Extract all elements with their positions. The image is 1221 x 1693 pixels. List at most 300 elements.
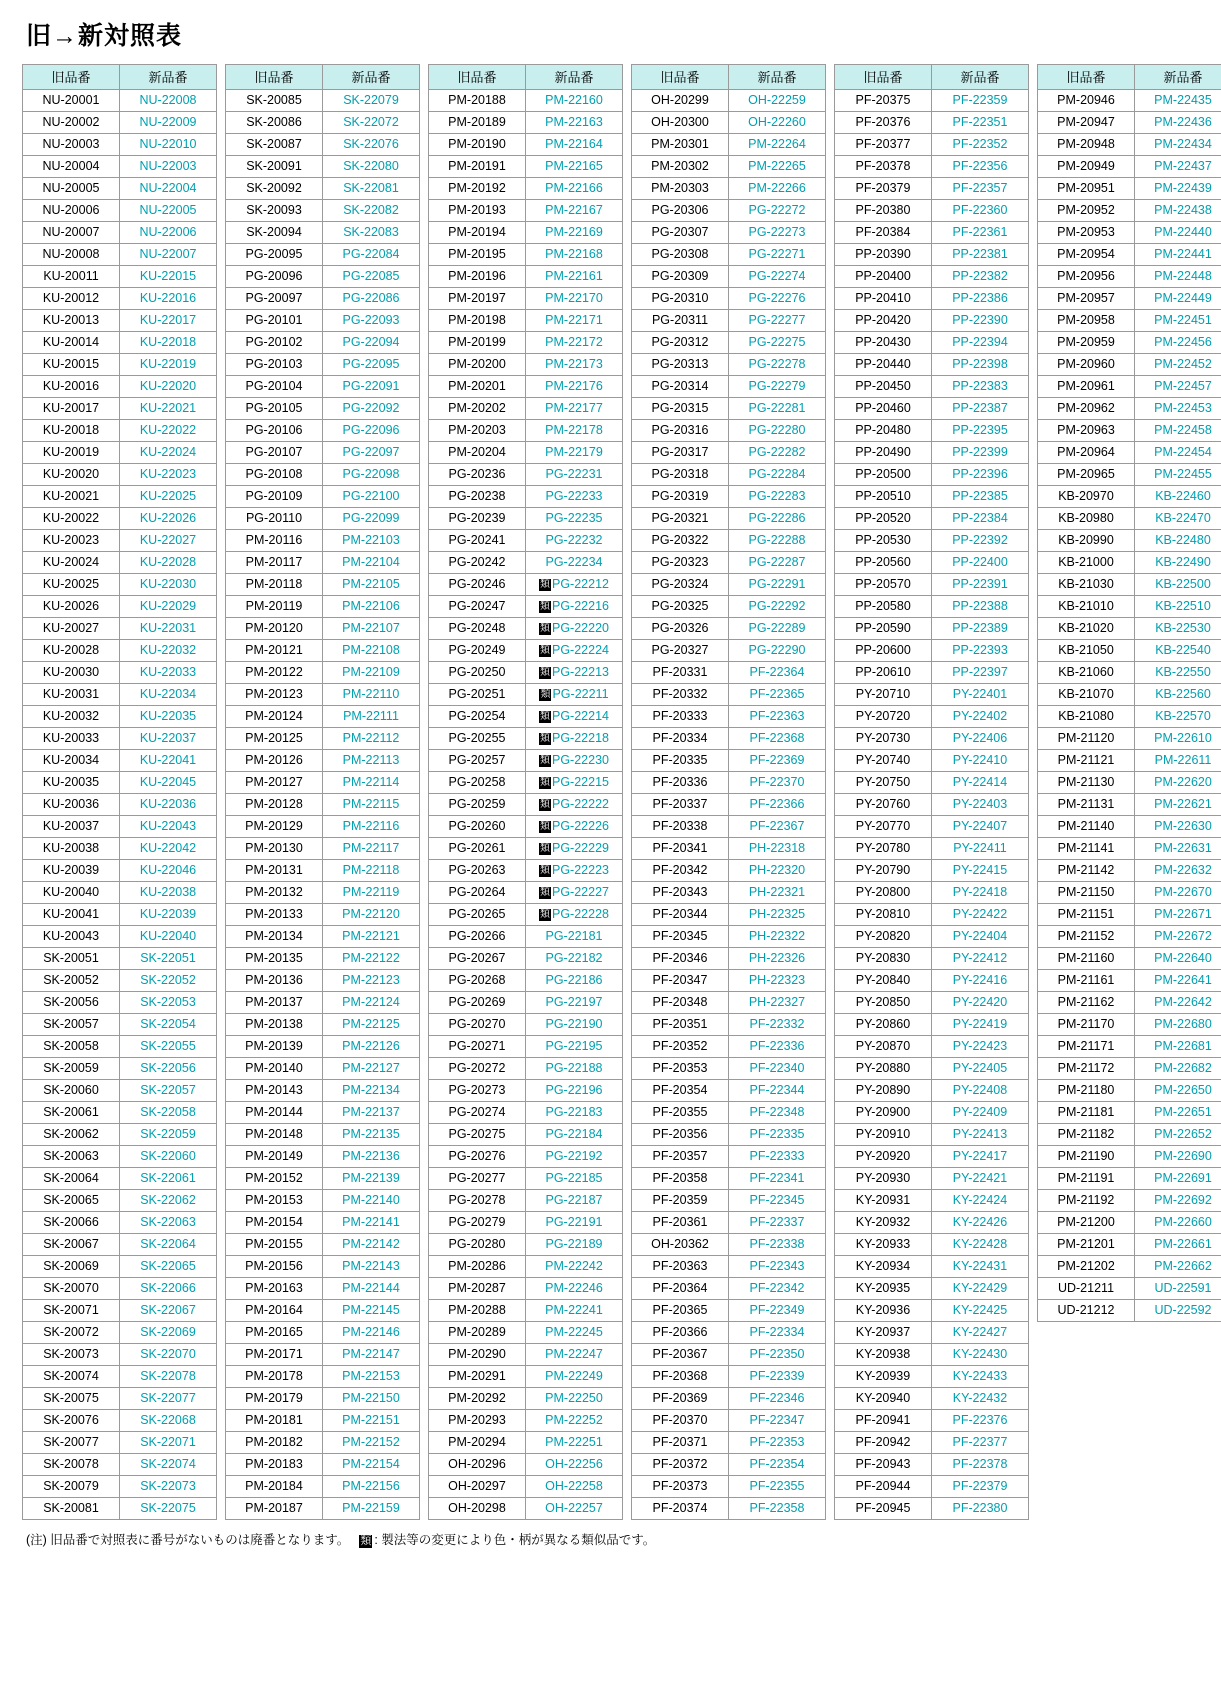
old-part-number: PG-20269	[429, 992, 526, 1014]
old-part-number: PP-20390	[835, 244, 932, 266]
new-part-number: KU-22021	[120, 398, 217, 420]
new-part-number: PF-22348	[729, 1102, 826, 1124]
old-part-number: PG-20095	[226, 244, 323, 266]
new-part-number: KU-22036	[120, 794, 217, 816]
table-row	[23, 332, 217, 354]
new-part-number: OH-22259	[729, 90, 826, 112]
table-row	[632, 464, 826, 486]
new-part-number: KY-22425	[932, 1300, 1029, 1322]
old-part-number: PP-20570	[835, 574, 932, 596]
new-part-number: PM-22652	[1135, 1124, 1221, 1146]
old-part-number: PM-20171	[226, 1344, 323, 1366]
table-row	[226, 1278, 420, 1300]
table-row	[1038, 244, 1221, 266]
new-part-number: PG-22231	[526, 464, 623, 486]
table-row	[226, 1168, 420, 1190]
similar-mark-icon: 類	[360, 1535, 372, 1547]
new-part-number: SK-22077	[120, 1388, 217, 1410]
new-part-number: PG-22277	[729, 310, 826, 332]
similar-mark-icon: 類	[540, 645, 550, 656]
new-part-number: PG-22234	[526, 552, 623, 574]
new-part-number: KU-22018	[120, 332, 217, 354]
new-part-number: KY-22430	[932, 1344, 1029, 1366]
table-row	[1038, 1124, 1221, 1146]
old-part-number: KB-21030	[1038, 574, 1135, 596]
table-row	[835, 134, 1029, 156]
old-part-number: PM-20959	[1038, 332, 1135, 354]
new-part-number: PF-22356	[932, 156, 1029, 178]
old-part-number: KY-20934	[835, 1256, 932, 1278]
new-part-number: PM-22178	[526, 420, 623, 442]
old-part-number: SK-20087	[226, 134, 323, 156]
table-row	[632, 244, 826, 266]
table-row	[226, 552, 420, 574]
similar-mark-icon: 類	[540, 733, 550, 744]
new-part-number: PM-22154	[323, 1454, 420, 1476]
new-part-number: PM-22153	[323, 1366, 420, 1388]
table-row	[835, 728, 1029, 750]
old-part-number: PF-20348	[632, 992, 729, 1014]
old-part-number: PF-20373	[632, 1476, 729, 1498]
old-part-number: KU-20030	[23, 662, 120, 684]
new-part-number: PM-22250	[526, 1388, 623, 1410]
table-row	[226, 1300, 420, 1322]
similar-mark-icon: 類	[540, 777, 550, 788]
table-row	[23, 596, 217, 618]
new-part-number: PM-22165	[526, 156, 623, 178]
old-part-number: PY-20820	[835, 926, 932, 948]
table-row	[23, 574, 217, 596]
old-part-number: PG-20249	[429, 640, 526, 662]
table-row	[632, 1146, 826, 1168]
table-row	[632, 1102, 826, 1124]
old-part-number: PY-20870	[835, 1036, 932, 1058]
new-part-number: PG-22097	[323, 442, 420, 464]
column-header-old: 旧品番	[23, 65, 120, 90]
old-part-number: PY-20730	[835, 728, 932, 750]
new-part-number: PM-22456	[1135, 332, 1221, 354]
old-part-number: PM-21201	[1038, 1234, 1135, 1256]
new-part-number: PM-22167	[526, 200, 623, 222]
similar-mark-icon: 類	[540, 623, 550, 634]
table-row	[429, 882, 623, 904]
old-part-number: PM-20286	[429, 1256, 526, 1278]
old-part-number: PM-21140	[1038, 816, 1135, 838]
old-part-number: PM-20138	[226, 1014, 323, 1036]
table-row	[23, 398, 217, 420]
old-part-number: KU-20021	[23, 486, 120, 508]
new-part-number: PG-22233	[526, 486, 623, 508]
new-part-number: PF-22377	[932, 1432, 1029, 1454]
new-part-number: PM-22164	[526, 134, 623, 156]
old-part-number: KY-20931	[835, 1190, 932, 1212]
new-part-number: PH-22327	[729, 992, 826, 1014]
old-part-number: KB-20980	[1038, 508, 1135, 530]
new-part-number: PP-22398	[932, 354, 1029, 376]
table-row	[226, 992, 420, 1014]
old-part-number: PG-20238	[429, 486, 526, 508]
table-header-row	[1038, 65, 1221, 90]
old-part-number: PG-20109	[226, 486, 323, 508]
similar-mark-icon: 類	[540, 821, 550, 832]
column-header-new: 新品番	[729, 65, 826, 90]
old-part-number: PF-20377	[835, 134, 932, 156]
old-part-number: PG-20276	[429, 1146, 526, 1168]
old-part-number: PG-20327	[632, 640, 729, 662]
table-row	[835, 970, 1029, 992]
new-part-number: PH-22322	[729, 926, 826, 948]
new-part-number: SK-22078	[120, 1366, 217, 1388]
old-part-number: PM-20132	[226, 882, 323, 904]
old-part-number: PY-20860	[835, 1014, 932, 1036]
old-part-number: PM-20957	[1038, 288, 1135, 310]
old-part-number: PM-20120	[226, 618, 323, 640]
table-row	[23, 1498, 217, 1520]
new-part-number: PY-22420	[932, 992, 1029, 1014]
table-row	[632, 332, 826, 354]
table-row	[1038, 112, 1221, 134]
table-header-row	[226, 65, 420, 90]
table-row	[23, 750, 217, 772]
table-row	[835, 574, 1029, 596]
new-part-number: PM-22161	[526, 266, 623, 288]
new-part-number: PF-22359	[932, 90, 1029, 112]
table-row	[429, 244, 623, 266]
new-part-number: SK-22070	[120, 1344, 217, 1366]
new-part-number: KU-22025	[120, 486, 217, 508]
new-part-number: SK-22079	[323, 90, 420, 112]
table-row	[1038, 838, 1221, 860]
new-part-number: PF-22336	[729, 1036, 826, 1058]
old-part-number: PF-20346	[632, 948, 729, 970]
new-part-number: PM-22115	[323, 794, 420, 816]
table-row	[835, 1278, 1029, 1300]
old-part-number: KU-20041	[23, 904, 120, 926]
new-part-number: PM-22134	[323, 1080, 420, 1102]
old-part-number: PM-20954	[1038, 244, 1135, 266]
table-row	[23, 662, 217, 684]
table-row	[226, 882, 420, 904]
old-part-number: PG-20280	[429, 1234, 526, 1256]
new-part-number: PP-22390	[932, 310, 1029, 332]
old-part-number: PM-21130	[1038, 772, 1135, 794]
old-part-number: PM-20136	[226, 970, 323, 992]
new-part-number: PG-22271	[729, 244, 826, 266]
old-part-number: PG-20247	[429, 596, 526, 618]
old-part-number: KU-20039	[23, 860, 120, 882]
old-part-number: PY-20780	[835, 838, 932, 860]
old-part-number: SK-20063	[23, 1146, 120, 1168]
similar-mark-icon: 類	[540, 887, 550, 898]
table-row	[835, 1124, 1029, 1146]
new-part-number: PM-22179	[526, 442, 623, 464]
old-part-number: PG-20101	[226, 310, 323, 332]
old-part-number: PM-21152	[1038, 926, 1135, 948]
table-row	[835, 288, 1029, 310]
old-part-number: PG-20096	[226, 266, 323, 288]
table-row	[429, 1278, 623, 1300]
table-row	[835, 1432, 1029, 1454]
new-part-number: PM-22252	[526, 1410, 623, 1432]
table-row	[429, 1498, 623, 1520]
new-part-number: KU-22022	[120, 420, 217, 442]
table-row	[429, 1058, 623, 1080]
table-row	[632, 354, 826, 376]
old-part-number: SK-20072	[23, 1322, 120, 1344]
old-part-number: PM-20194	[429, 222, 526, 244]
old-part-number: KU-20038	[23, 838, 120, 860]
table-row	[835, 596, 1029, 618]
old-part-number: PM-21161	[1038, 970, 1135, 992]
new-part-number: PF-22366	[729, 794, 826, 816]
old-part-number: SK-20067	[23, 1234, 120, 1256]
table-row	[1038, 442, 1221, 464]
reference-table	[834, 64, 1029, 1520]
table-row	[23, 200, 217, 222]
new-part-number: PG-22284	[729, 464, 826, 486]
table-row	[429, 1476, 623, 1498]
new-part-number: PH-22318	[729, 838, 826, 860]
old-part-number: SK-20094	[226, 222, 323, 244]
old-part-number: PF-20364	[632, 1278, 729, 1300]
table-row	[23, 816, 217, 838]
similar-mark-icon: 類	[540, 909, 550, 920]
table-row	[1038, 750, 1221, 772]
old-part-number: PM-20289	[429, 1322, 526, 1344]
old-part-number: PM-21170	[1038, 1014, 1135, 1036]
old-part-number: PG-20236	[429, 464, 526, 486]
new-part-number: OH-22257	[526, 1498, 623, 1520]
old-part-number: PF-20945	[835, 1498, 932, 1520]
new-part-number: PF-22363	[729, 706, 826, 728]
table-row	[835, 156, 1029, 178]
old-part-number: PM-20288	[429, 1300, 526, 1322]
new-part-number: PM-22650	[1135, 1080, 1221, 1102]
old-part-number: PP-20560	[835, 552, 932, 574]
old-part-number: PM-21121	[1038, 750, 1135, 772]
new-part-number: SK-22069	[120, 1322, 217, 1344]
table-row	[632, 684, 826, 706]
new-part-number: PG-22282	[729, 442, 826, 464]
table-row	[429, 332, 623, 354]
table-row	[835, 1366, 1029, 1388]
old-part-number: PM-20134	[226, 926, 323, 948]
new-part-number: PM-22681	[1135, 1036, 1221, 1058]
new-part-number: PM-22690	[1135, 1146, 1221, 1168]
table-row	[226, 1102, 420, 1124]
old-part-number: SK-20081	[23, 1498, 120, 1520]
table-row	[1038, 904, 1221, 926]
table-row	[1038, 860, 1221, 882]
old-part-number: PG-20310	[632, 288, 729, 310]
old-part-number: PF-20369	[632, 1388, 729, 1410]
new-part-number: PG-22279	[729, 376, 826, 398]
new-part-number: PM-22246	[526, 1278, 623, 1300]
table-row	[835, 398, 1029, 420]
new-part-number: KY-22432	[932, 1388, 1029, 1410]
table-row	[226, 266, 420, 288]
new-part-number: PM-22144	[323, 1278, 420, 1300]
old-part-number: SK-20093	[226, 200, 323, 222]
new-part-number: PG-22272	[729, 200, 826, 222]
footnote-prefix: (注) 旧品番で対照表に番号がないものは廃番となります。	[26, 1533, 350, 1547]
old-part-number: PY-20770	[835, 816, 932, 838]
new-part-number: 類 PG-22228	[526, 904, 623, 926]
table-row	[632, 1454, 826, 1476]
table-row	[226, 464, 420, 486]
new-part-number: PG-22099	[323, 508, 420, 530]
old-part-number: PG-20106	[226, 420, 323, 442]
old-part-number: PP-20580	[835, 596, 932, 618]
old-part-number: PF-20371	[632, 1432, 729, 1454]
old-part-number: KU-20016	[23, 376, 120, 398]
table-row	[226, 838, 420, 860]
table-row	[23, 640, 217, 662]
new-part-number: PG-22278	[729, 354, 826, 376]
old-part-number: PM-21162	[1038, 992, 1135, 1014]
table-row	[835, 332, 1029, 354]
table-row	[429, 1432, 623, 1454]
table-row	[835, 1476, 1029, 1498]
new-part-number: PP-22385	[932, 486, 1029, 508]
new-part-number: KB-22480	[1135, 530, 1221, 552]
table-row	[429, 1190, 623, 1212]
new-part-number: KU-22016	[120, 288, 217, 310]
old-part-number: PG-20258	[429, 772, 526, 794]
old-part-number: PM-20291	[429, 1366, 526, 1388]
new-part-number: PG-22195	[526, 1036, 623, 1058]
table-row	[835, 1256, 1029, 1278]
new-part-number: PF-22360	[932, 200, 1029, 222]
old-part-number: PY-20790	[835, 860, 932, 882]
table-row	[632, 1322, 826, 1344]
new-part-number: PY-22422	[932, 904, 1029, 926]
new-part-number: PM-22168	[526, 244, 623, 266]
old-part-number: PG-20257	[429, 750, 526, 772]
old-part-number: PM-20125	[226, 728, 323, 750]
new-part-number: PG-22092	[323, 398, 420, 420]
new-part-number: KU-22032	[120, 640, 217, 662]
old-part-number: PG-20319	[632, 486, 729, 508]
table-row	[1038, 794, 1221, 816]
old-part-number: PF-20355	[632, 1102, 729, 1124]
table-row	[835, 552, 1029, 574]
table-row	[23, 1388, 217, 1410]
old-part-number: PM-20183	[226, 1454, 323, 1476]
new-part-number: PY-22406	[932, 728, 1029, 750]
new-part-number: PY-22415	[932, 860, 1029, 882]
new-part-number: PG-22276	[729, 288, 826, 310]
new-part-number: PM-22150	[323, 1388, 420, 1410]
new-part-number: NU-22010	[120, 134, 217, 156]
table-column	[834, 64, 1029, 1520]
table-row	[632, 904, 826, 926]
old-part-number: PF-20376	[835, 112, 932, 134]
table-row	[632, 398, 826, 420]
old-part-number: PF-20354	[632, 1080, 729, 1102]
old-part-number: PM-20133	[226, 904, 323, 926]
new-part-number: KU-22042	[120, 838, 217, 860]
table-row	[835, 1190, 1029, 1212]
new-part-number: PF-22369	[729, 750, 826, 772]
new-part-number: PM-22136	[323, 1146, 420, 1168]
table-row	[1038, 1036, 1221, 1058]
old-part-number: KU-20026	[23, 596, 120, 618]
new-part-number: PM-22103	[323, 530, 420, 552]
old-part-number: PM-20135	[226, 948, 323, 970]
table-row	[1038, 420, 1221, 442]
table-row	[632, 1168, 826, 1190]
table-row	[429, 178, 623, 200]
old-part-number: KU-20023	[23, 530, 120, 552]
table-row	[1038, 310, 1221, 332]
new-part-number: PM-22631	[1135, 838, 1221, 860]
old-part-number: PM-20116	[226, 530, 323, 552]
new-part-number: UD-22591	[1135, 1278, 1221, 1300]
table-row	[23, 486, 217, 508]
old-part-number: PM-20153	[226, 1190, 323, 1212]
table-row	[23, 728, 217, 750]
new-part-number: PM-22452	[1135, 354, 1221, 376]
similar-mark-icon: 類	[540, 843, 550, 854]
new-part-number: KU-22034	[120, 684, 217, 706]
table-row	[1038, 1234, 1221, 1256]
old-part-number: PY-20810	[835, 904, 932, 926]
new-part-number: PM-22172	[526, 332, 623, 354]
new-part-number: PM-22119	[323, 882, 420, 904]
table-row	[226, 508, 420, 530]
old-part-number: PF-20344	[632, 904, 729, 926]
new-part-number: PF-22339	[729, 1366, 826, 1388]
old-part-number: PY-20850	[835, 992, 932, 1014]
column-header-new: 新品番	[526, 65, 623, 90]
old-part-number: PM-20128	[226, 794, 323, 816]
table-row	[23, 1454, 217, 1476]
new-part-number: PF-22378	[932, 1454, 1029, 1476]
old-part-number: SK-20078	[23, 1454, 120, 1476]
new-part-number: PG-22182	[526, 948, 623, 970]
table-row	[226, 816, 420, 838]
table-row	[23, 970, 217, 992]
new-part-number: PM-22241	[526, 1300, 623, 1322]
new-part-number: SK-22059	[120, 1124, 217, 1146]
new-part-number: PM-22440	[1135, 222, 1221, 244]
table-row	[1038, 222, 1221, 244]
new-part-number: PM-22170	[526, 288, 623, 310]
table-row	[1038, 464, 1221, 486]
old-part-number: PF-20942	[835, 1432, 932, 1454]
old-part-number: PP-20510	[835, 486, 932, 508]
new-part-number: KU-22031	[120, 618, 217, 640]
old-part-number: PM-20123	[226, 684, 323, 706]
table-row	[429, 288, 623, 310]
table-row	[429, 772, 623, 794]
new-part-number: PY-22402	[932, 706, 1029, 728]
table-column	[225, 64, 420, 1520]
table-row	[429, 90, 623, 112]
new-part-number: PM-22265	[729, 156, 826, 178]
new-part-number: PM-22117	[323, 838, 420, 860]
table-row	[23, 310, 217, 332]
table-row	[632, 156, 826, 178]
table-row	[226, 134, 420, 156]
new-part-number: PM-22145	[323, 1300, 420, 1322]
table-row	[632, 530, 826, 552]
old-part-number: KB-21060	[1038, 662, 1135, 684]
new-part-number: SK-22082	[323, 200, 420, 222]
new-part-number: PG-22235	[526, 508, 623, 530]
new-part-number: PG-22291	[729, 574, 826, 596]
